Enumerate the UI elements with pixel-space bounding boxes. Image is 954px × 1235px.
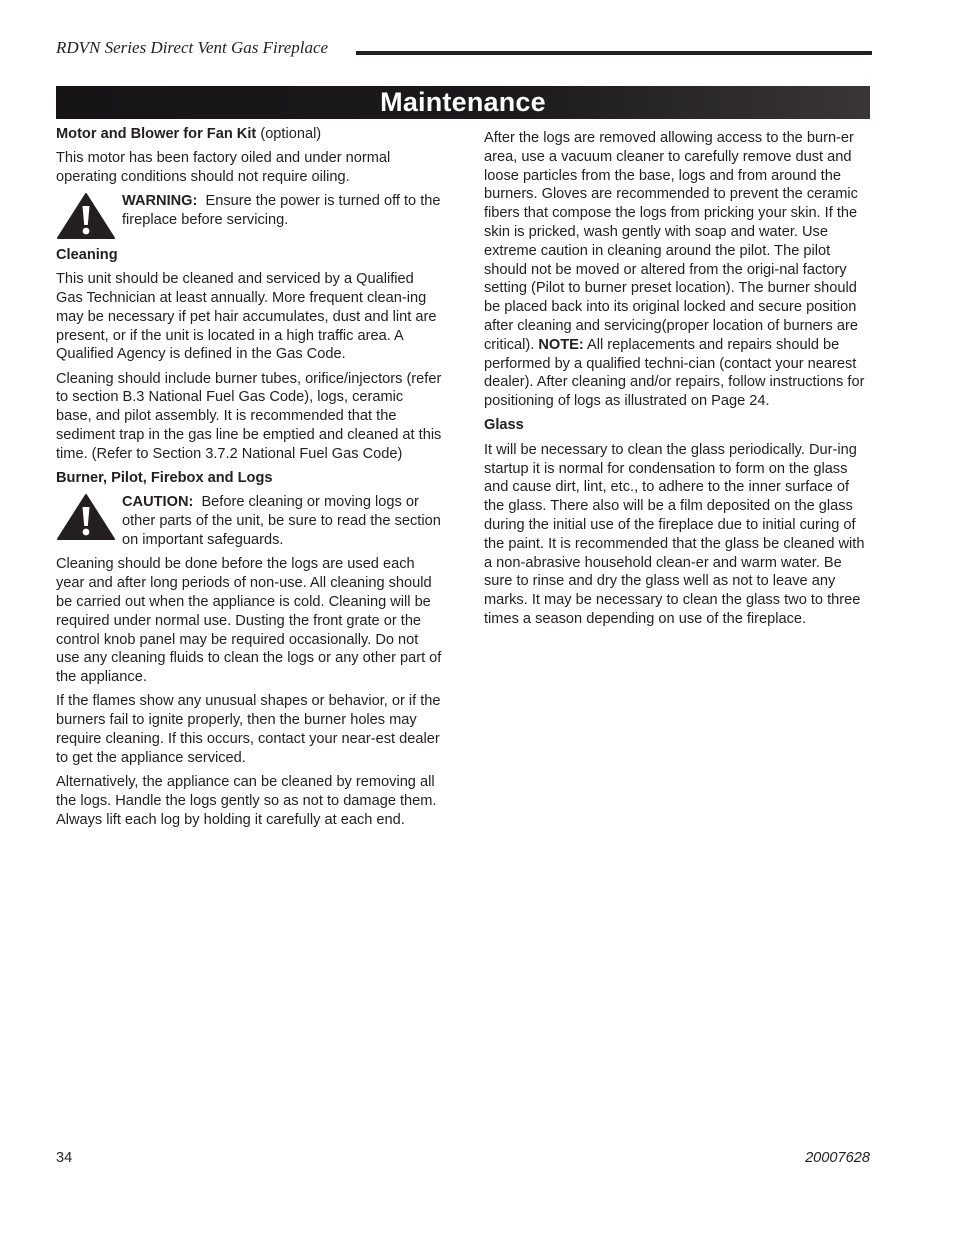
document-number: 20007628 bbox=[805, 1150, 870, 1166]
glass-paragraph: It will be necessary to clean the glass periodically. Dur-ing startup it is normal for condensation to form on the glass and cause dirt, lint, etc., to adhere to the inner surface of the glass. There also will be a film deposited on the glass during the initial use of the fireplace due to initial curing of the paint. It is recommended that the glass be cleaned with a non-abrasive household clean-er and warm water. Be sure to rinse and dry the glass well as not to leave any marks. It may be necessary to clean the glass two to three times a season depending on use of the fireplace. bbox=[484, 441, 865, 627]
page-number: 34 bbox=[56, 1150, 73, 1166]
burner-paragraph-3: Alternatively, the appliance can be cleaned by removing all the logs. Handle the logs gently so as not to damage them. Always lift each log by holding it carefully at each end. bbox=[56, 774, 437, 828]
logs-text-b: All replacements and repairs should be performed by a qualified techni-cian (contact your nearest dealer). After cleaning and/or repairs, follow instructions for positioning of logs as illustrated on Page 24. bbox=[484, 336, 865, 410]
burner-paragraph-1: Cleaning should be done before the logs are used each year and after long periods of non-use. All cleaning should be carried out when the appliance is cold. Cleaning will be required under normal use. Dusting the front grate or the control knob panel may be required occasionally. Do not use any cleaning fluids to clean the logs or any other part of the appliance. bbox=[56, 556, 442, 686]
header-title: RDVN Series Direct Vent Gas Fireplace bbox=[56, 38, 329, 57]
note-label: NOTE: bbox=[538, 336, 584, 353]
caution-notice bbox=[56, 493, 442, 549]
caution-label: CAUTION: bbox=[122, 494, 194, 511]
burner-paragraph-2: If the flames show any unusual shapes or behavior, or if the burners fail to ignite properly, then the burner holes may require cleaning. If this occurs, contact your near-est dealer to get the appliance serviced. bbox=[56, 693, 441, 766]
warning-label: WARNING: bbox=[122, 193, 198, 210]
motor-heading-text: Motor and Blower for Fan Kit bbox=[56, 126, 257, 142]
caution-text: Before cleaning or moving logs or other parts of the unit, be sure to read the section on important safeguards. bbox=[122, 494, 441, 549]
right-column bbox=[484, 129, 872, 634]
burner-heading: Burner, Pilot, Firebox and Logs bbox=[56, 470, 273, 487]
left-column bbox=[56, 125, 442, 835]
section-title: Maintenance bbox=[380, 87, 546, 117]
warning-text-block bbox=[122, 192, 442, 230]
warning-notice bbox=[56, 192, 442, 240]
logs-paragraph bbox=[484, 129, 872, 411]
motor-paragraph: This motor has been factory oiled and under normal operating conditions should not require oiling. bbox=[56, 150, 391, 186]
header-rule bbox=[356, 51, 872, 55]
cleaning-heading: Cleaning bbox=[56, 246, 118, 263]
glass-heading: Glass bbox=[484, 417, 524, 434]
warning-triangle-icon bbox=[56, 192, 116, 240]
motor-heading bbox=[56, 125, 442, 144]
logs-text-a: After the logs are removed allowing access to the burn-er area, use a vacuum cleaner to carefully remove dust and loose particles from the base, logs and from around the burners. Gloves are recommended to prevent the ceramic fibers that compose the logs from pricking your skin. If the skin is pricked, wash gently with soap and water. Use extreme caution in cleaning around the pilot. The pilot should not be moved or altered from the origi-nal factory setting (Pilot to burner preset location). The burner should be placed back into its original locked and secure position after cleaning and servicing(proper location of burners are critical). bbox=[484, 130, 858, 353]
caution-text-block bbox=[122, 493, 442, 549]
warning-text: Ensure the power is turned off to the fireplace before servicing. bbox=[122, 193, 441, 229]
caution-triangle-icon bbox=[56, 493, 116, 541]
cleaning-paragraph-1: This unit should be cleaned and serviced by a Qualified Gas Technician at least annually. More frequent clean-ing may be necessary if pet hair accumulates, dust and lint are present, or if the unit is located in a high traffic area. A Qualified Agency is defined in the Gas Code. bbox=[56, 271, 437, 363]
motor-heading-sub: (optional) bbox=[260, 126, 322, 142]
cleaning-paragraph-2: Cleaning should include burner tubes, orifice/injectors (refer to section B.3 National Fuel Gas Code), logs, ceramic base, and pilot assembly. It is recommended that the sediment trap in the gas line be emptied and cleaned at this time. (Refer to Section 3.7.2 National Fuel Gas Code) bbox=[56, 370, 442, 462]
section-banner bbox=[56, 86, 870, 119]
